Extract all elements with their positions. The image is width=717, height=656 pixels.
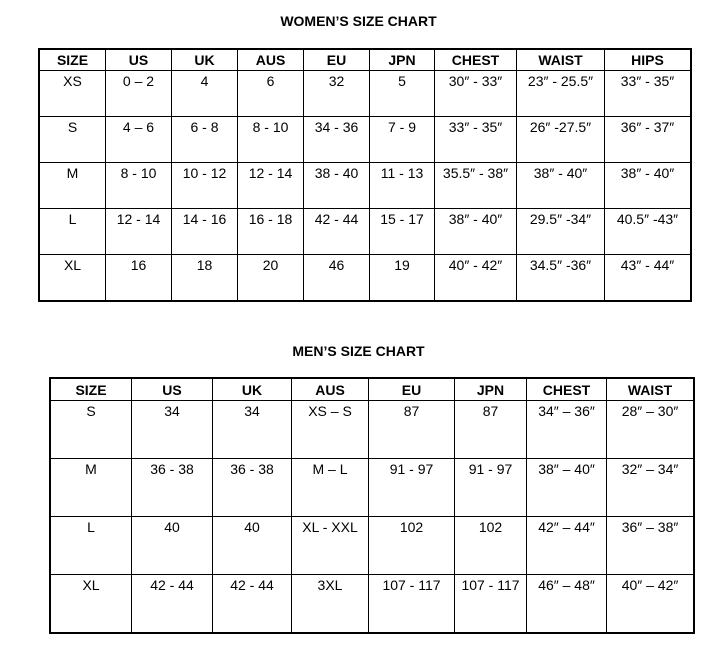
value-cell: 16 - 18 [238, 209, 304, 255]
value-cell: 34 [213, 401, 292, 459]
value-cell: 12 - 14 [238, 163, 304, 209]
size-label-cell: XL [50, 575, 132, 634]
table-row [39, 209, 691, 255]
value-cell: 42 - 44 [304, 209, 370, 255]
column-header-chest: CHEST [527, 378, 607, 401]
value-cell: 15 - 17 [370, 209, 435, 255]
column-header-size: SIZE [39, 49, 106, 71]
value-cell: XS – S [292, 401, 369, 459]
value-cell: 40 [213, 517, 292, 575]
value-cell: 34.5″ -36″ [517, 255, 605, 302]
womens-table-body [39, 71, 691, 302]
value-cell: 33″ - 35″ [605, 71, 692, 117]
table-row [50, 401, 694, 459]
value-cell: 38″ - 40″ [605, 163, 692, 209]
value-cell: 6 [238, 71, 304, 117]
value-cell: 28″ – 30″ [607, 401, 695, 459]
column-header-us: US [106, 49, 172, 71]
header-row [39, 49, 691, 71]
womens-chart-title: WOMEN’S SIZE CHART [280, 13, 437, 29]
value-cell: 46″ – 48″ [527, 575, 607, 634]
value-cell: 36 - 38 [213, 459, 292, 517]
column-header-hips: HIPS [605, 49, 692, 71]
value-cell: 8 - 10 [238, 117, 304, 163]
table-row [39, 71, 691, 117]
column-header-waist: WAIST [517, 49, 605, 71]
value-cell: 46 [304, 255, 370, 302]
value-cell: 38″ – 40″ [527, 459, 607, 517]
womens-size-chart-table [38, 48, 692, 302]
value-cell: 34 [132, 401, 213, 459]
value-cell: 40″ - 42″ [435, 255, 517, 302]
value-cell: 38″ - 40″ [435, 209, 517, 255]
value-cell: 12 - 14 [106, 209, 172, 255]
value-cell: 107 - 117 [369, 575, 455, 634]
column-header-us: US [132, 378, 213, 401]
value-cell: 4 – 6 [106, 117, 172, 163]
table-row [39, 163, 691, 209]
value-cell: 38 - 40 [304, 163, 370, 209]
size-label-cell: M [39, 163, 106, 209]
value-cell: 6 - 8 [172, 117, 238, 163]
value-cell: 87 [455, 401, 527, 459]
column-header-chest: CHEST [435, 49, 517, 71]
value-cell: 40 [132, 517, 213, 575]
value-cell: 20 [238, 255, 304, 302]
mens-table-header [50, 378, 694, 401]
mens-size-chart-table [49, 377, 695, 634]
value-cell: 87 [369, 401, 455, 459]
table-row [39, 117, 691, 163]
size-label-cell: M [50, 459, 132, 517]
size-label-cell: XS [39, 71, 106, 117]
value-cell: 32 [304, 71, 370, 117]
column-header-aus: AUS [238, 49, 304, 71]
table-row [50, 459, 694, 517]
value-cell: 34″ – 36″ [527, 401, 607, 459]
value-cell: 102 [369, 517, 455, 575]
column-header-aus: AUS [292, 378, 369, 401]
column-header-waist: WAIST [607, 378, 695, 401]
column-header-size: SIZE [50, 378, 132, 401]
value-cell: 91 - 97 [455, 459, 527, 517]
value-cell: 42 - 44 [213, 575, 292, 634]
value-cell: 26″ -27.5″ [517, 117, 605, 163]
table-row [39, 255, 691, 302]
value-cell: 43″ - 44″ [605, 255, 692, 302]
value-cell: 42″ – 44″ [527, 517, 607, 575]
column-header-uk: UK [213, 378, 292, 401]
value-cell: 36 - 38 [132, 459, 213, 517]
value-cell: 38″ - 40″ [517, 163, 605, 209]
value-cell: 36″ - 37″ [605, 117, 692, 163]
value-cell: 40″ – 42″ [607, 575, 695, 634]
value-cell: 102 [455, 517, 527, 575]
value-cell: 40.5″ -43″ [605, 209, 692, 255]
size-label-cell: L [50, 517, 132, 575]
column-header-eu: EU [304, 49, 370, 71]
header-row [50, 378, 694, 401]
value-cell: 29.5″ -34″ [517, 209, 605, 255]
value-cell: M – L [292, 459, 369, 517]
value-cell: 7 - 9 [370, 117, 435, 163]
value-cell: 32″ – 34″ [607, 459, 695, 517]
value-cell: 5 [370, 71, 435, 117]
value-cell: 34 - 36 [304, 117, 370, 163]
value-cell: 0 – 2 [106, 71, 172, 117]
mens-chart-title: MEN’S SIZE CHART [292, 343, 425, 359]
value-cell: 30″ - 33″ [435, 71, 517, 117]
table-row [50, 517, 694, 575]
value-cell: XL - XXL [292, 517, 369, 575]
value-cell: 19 [370, 255, 435, 302]
column-header-jpn: JPN [455, 378, 527, 401]
mens-table-body [50, 401, 694, 634]
size-label-cell: S [50, 401, 132, 459]
value-cell: 11 - 13 [370, 163, 435, 209]
column-header-uk: UK [172, 49, 238, 71]
value-cell: 4 [172, 71, 238, 117]
size-label-cell: L [39, 209, 106, 255]
size-label-cell: S [39, 117, 106, 163]
value-cell: 107 - 117 [455, 575, 527, 634]
value-cell: 16 [106, 255, 172, 302]
value-cell: 23″ - 25.5″ [517, 71, 605, 117]
table-row [50, 575, 694, 634]
value-cell: 10 - 12 [172, 163, 238, 209]
value-cell: 36″ – 38″ [607, 517, 695, 575]
value-cell: 18 [172, 255, 238, 302]
value-cell: 3XL [292, 575, 369, 634]
column-header-eu: EU [369, 378, 455, 401]
value-cell: 8 - 10 [106, 163, 172, 209]
value-cell: 91 - 97 [369, 459, 455, 517]
column-header-jpn: JPN [370, 49, 435, 71]
size-label-cell: XL [39, 255, 106, 302]
womens-table-header [39, 49, 691, 71]
value-cell: 33″ - 35″ [435, 117, 517, 163]
value-cell: 42 - 44 [132, 575, 213, 634]
value-cell: 14 - 16 [172, 209, 238, 255]
value-cell: 35.5″ - 38″ [435, 163, 517, 209]
